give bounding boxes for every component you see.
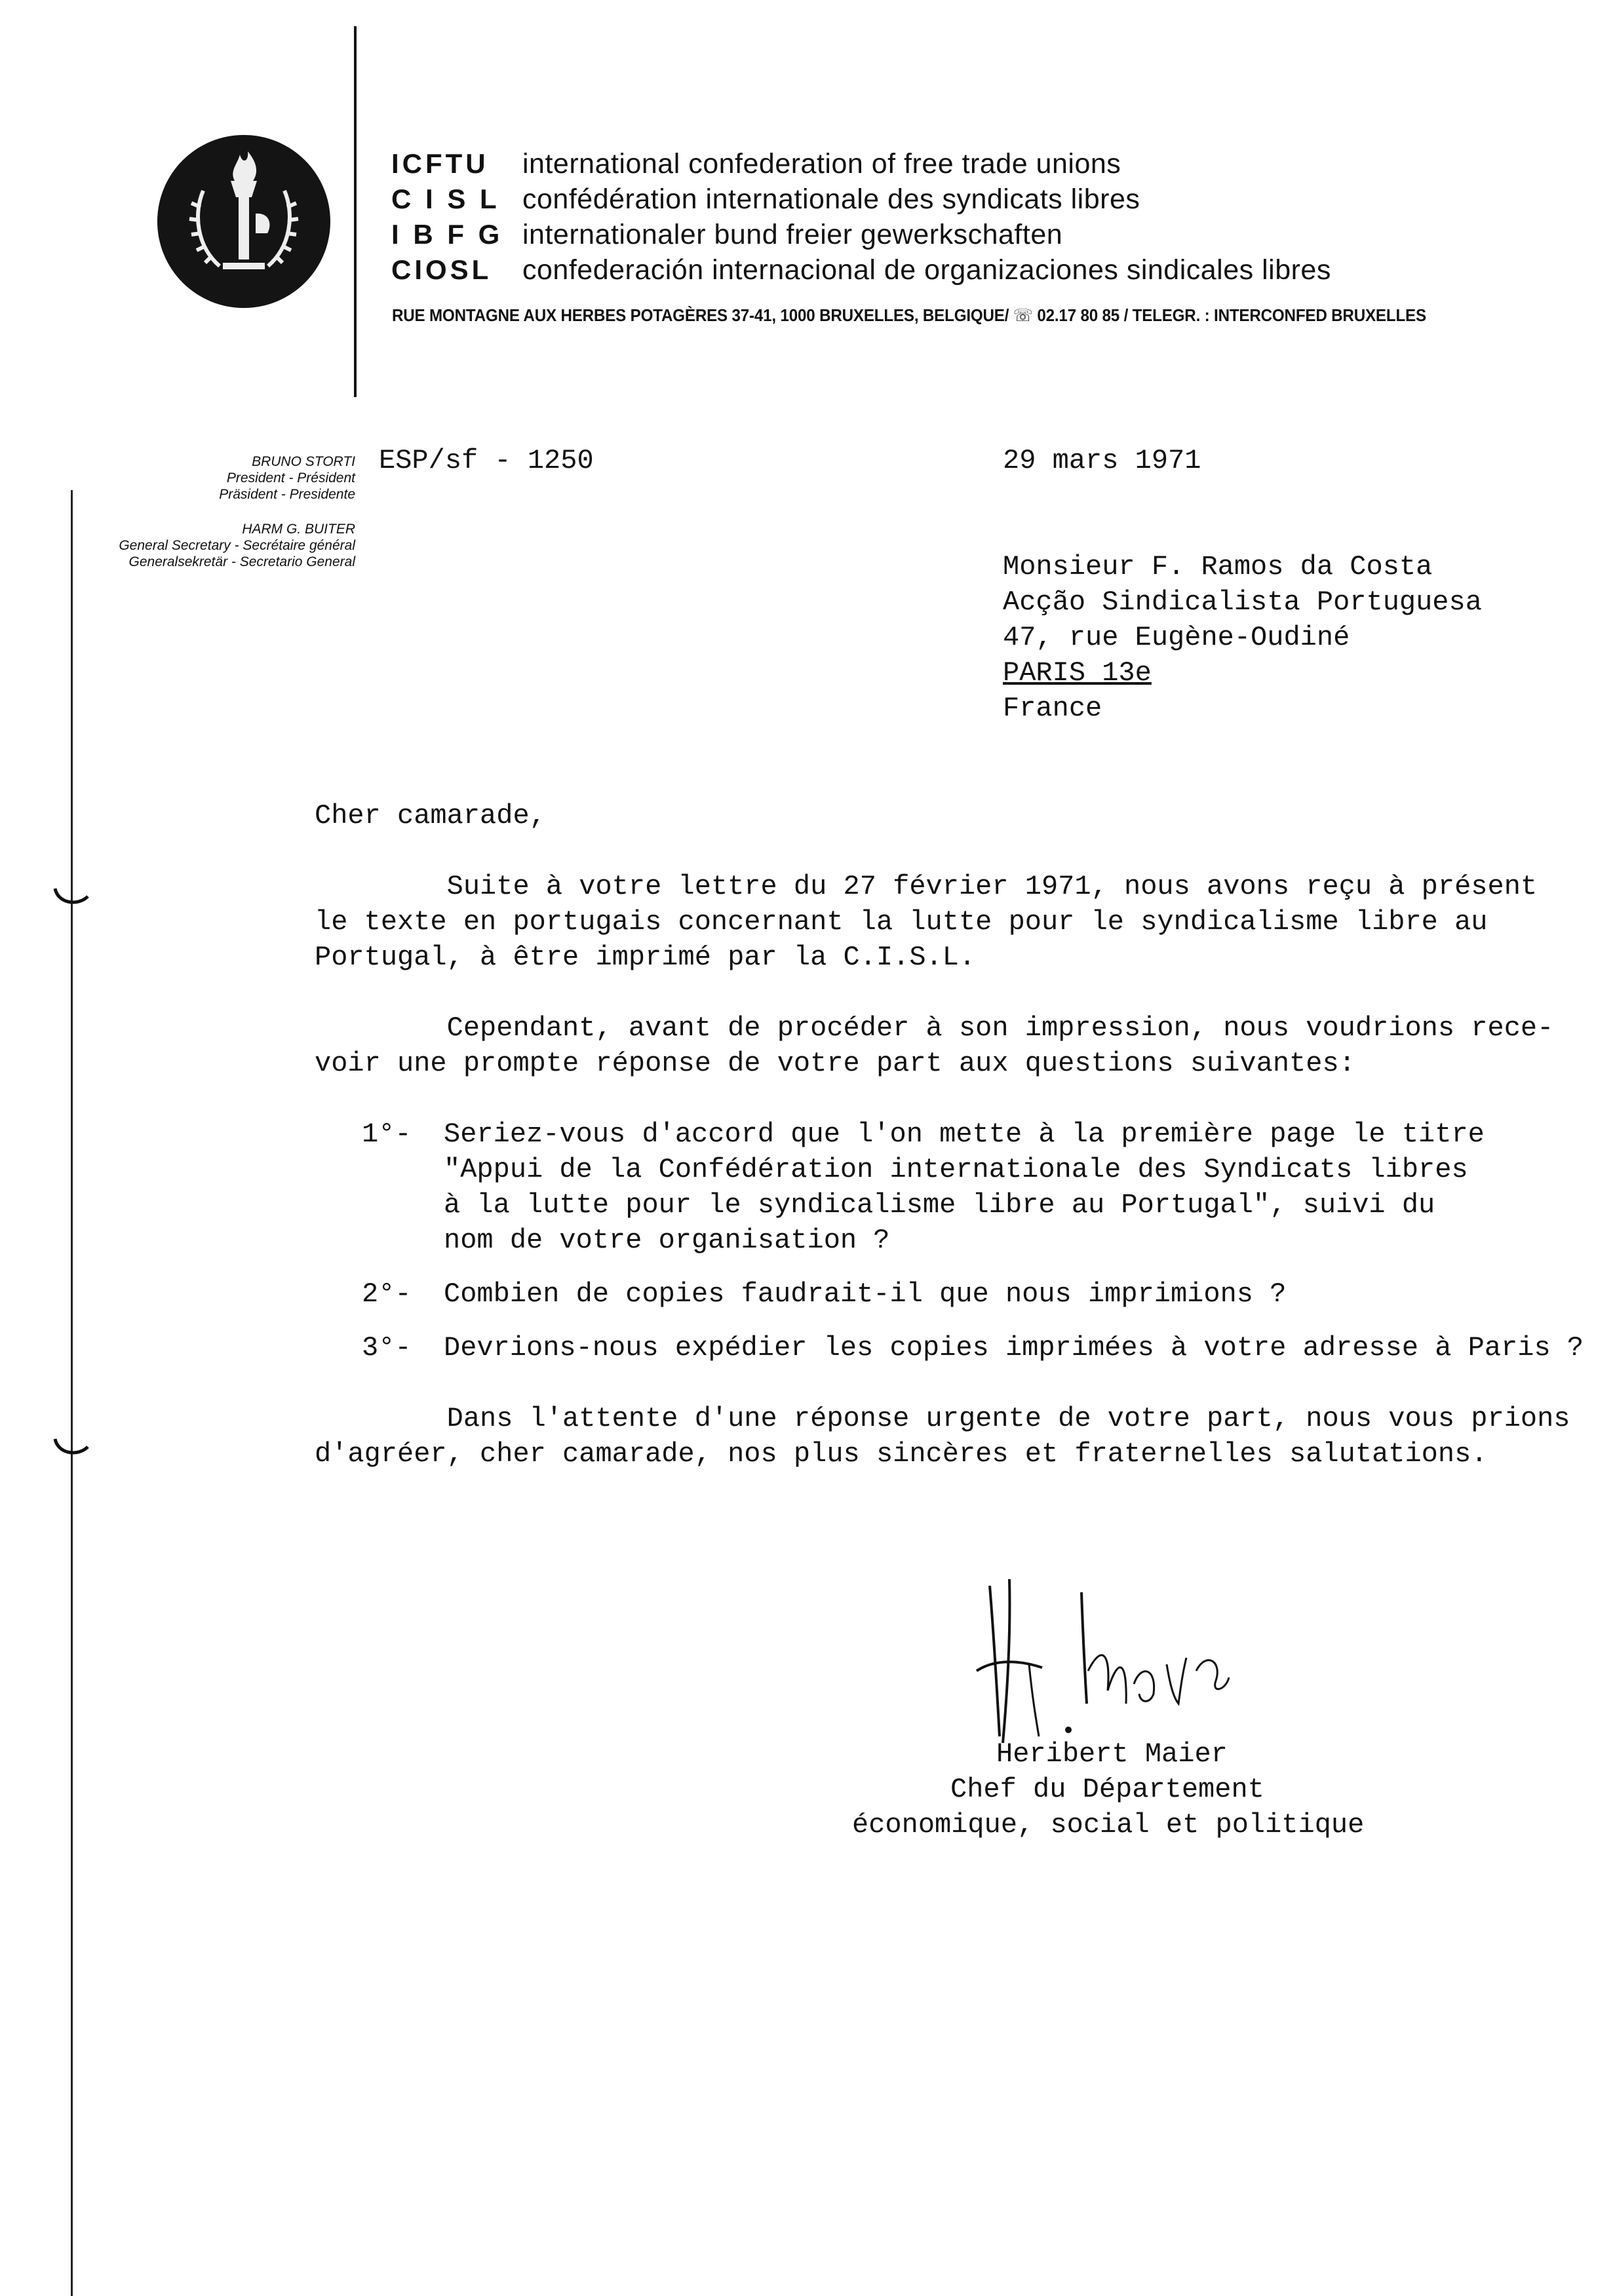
president-title: Präsident - Presidente <box>219 487 355 502</box>
president-name: BRUNO STORTI <box>252 454 355 469</box>
paragraph-line: Dans l'attente d'une réponse urgente de votre part, nous vous prions <box>315 1403 1570 1434</box>
org-abbr: C I S L <box>391 183 500 214</box>
punch-mark-icon <box>51 1434 90 1460</box>
paragraph-line: Suite à votre lettre du 27 février 1971, nous avons reçu à présent <box>315 871 1538 902</box>
question-number: 1°- <box>362 1119 412 1150</box>
president-title: President - Président <box>226 470 355 486</box>
org-abbr: ICFTU <box>391 148 489 179</box>
org-abbr: CIOSL <box>391 254 492 285</box>
signatory-name: Heribert Maier <box>996 1738 1228 1770</box>
org-row-cisl <box>391 183 1140 219</box>
handwritten-signature <box>970 1573 1245 1756</box>
org-name: confédération internationale des syndicats libres <box>522 183 1140 215</box>
recipient-street: 47, rue Eugène-Oudiné <box>1003 622 1350 653</box>
org-name: international confederation of free trade unions <box>522 148 1121 180</box>
letter-date: 29 mars 1971 <box>1003 445 1201 476</box>
salutation: Cher camarade, <box>315 800 546 832</box>
recipient-name: Monsieur F. Ramos da Costa <box>1003 551 1433 583</box>
paragraph-line: voir une prompte réponse de votre part aux questions suivantes: <box>315 1048 1355 1079</box>
org-abbr: I B F G <box>391 219 503 250</box>
secretary-title: Generalsekretär - Secretario General <box>128 554 355 569</box>
reference-number: ESP/sf - 1250 <box>379 445 594 476</box>
signatory-title: Chef du Département <box>950 1774 1264 1805</box>
recipient-city: PARIS 13e <box>1003 657 1152 689</box>
paragraph-line: le texte en portugais concernant la lutte pour le syndicalisme libre au <box>315 906 1488 938</box>
org-name: internationaler bund freier gewerkschaften <box>522 219 1063 250</box>
signatory-department: économique, social et politique <box>852 1809 1365 1841</box>
paragraph-line: Portugal, à être imprimé par la C.I.S.L. <box>315 942 976 973</box>
org-row-ciosl <box>391 254 1331 290</box>
secretary-name: HARM G. BUITER <box>242 522 355 537</box>
secretary-title: General Secretary - Secrétaire général <box>119 538 355 553</box>
question-line: Devrions-nous expédier les copies imprimées à votre adresse à Paris ? <box>444 1332 1584 1364</box>
org-name: confederación internacional de organizaciones sindicales libres <box>522 254 1331 286</box>
header-divider <box>354 26 357 397</box>
question-line: nom de votre organisation ? <box>444 1225 890 1256</box>
question-number: 3°- <box>362 1332 412 1364</box>
org-row-icftu <box>391 148 1121 183</box>
margin-line <box>71 490 73 2296</box>
recipient-country: France <box>1003 693 1102 724</box>
paragraph-line: d'agréer, cher camarade, nos plus sincères et fraternelles salutations. <box>315 1438 1488 1470</box>
question-line: à la lutte pour le syndicalisme libre au Portugal", suivi du <box>444 1189 1435 1221</box>
org-row-ibfg <box>391 219 1062 254</box>
recipient-org: Acção Sindicalista Portuguesa <box>1003 586 1482 618</box>
question-line: "Appui de la Confédération internationale des Syndicats libres <box>444 1154 1468 1185</box>
question-line: Seriez-vous d'accord que l'on mette à la première page le titre <box>444 1119 1485 1150</box>
question-number: 2°- <box>362 1278 412 1310</box>
punch-mark-icon <box>51 883 90 909</box>
paragraph-line: Cependant, avant de procéder à son impression, nous voudrions rece- <box>315 1012 1554 1044</box>
question-line: Combien de copies faudrait-il que nous imprimions ? <box>444 1278 1287 1310</box>
org-address: RUE MONTAGNE AUX HERBES POTAGÈRES 37-41, 1000 BRUXELLES, BELGIQUE/ ☏ 02.17 80 85 / TELEGR. : INTERCONFED BRUXELLES <box>392 305 1426 325</box>
torch-logo-icon <box>157 135 330 308</box>
